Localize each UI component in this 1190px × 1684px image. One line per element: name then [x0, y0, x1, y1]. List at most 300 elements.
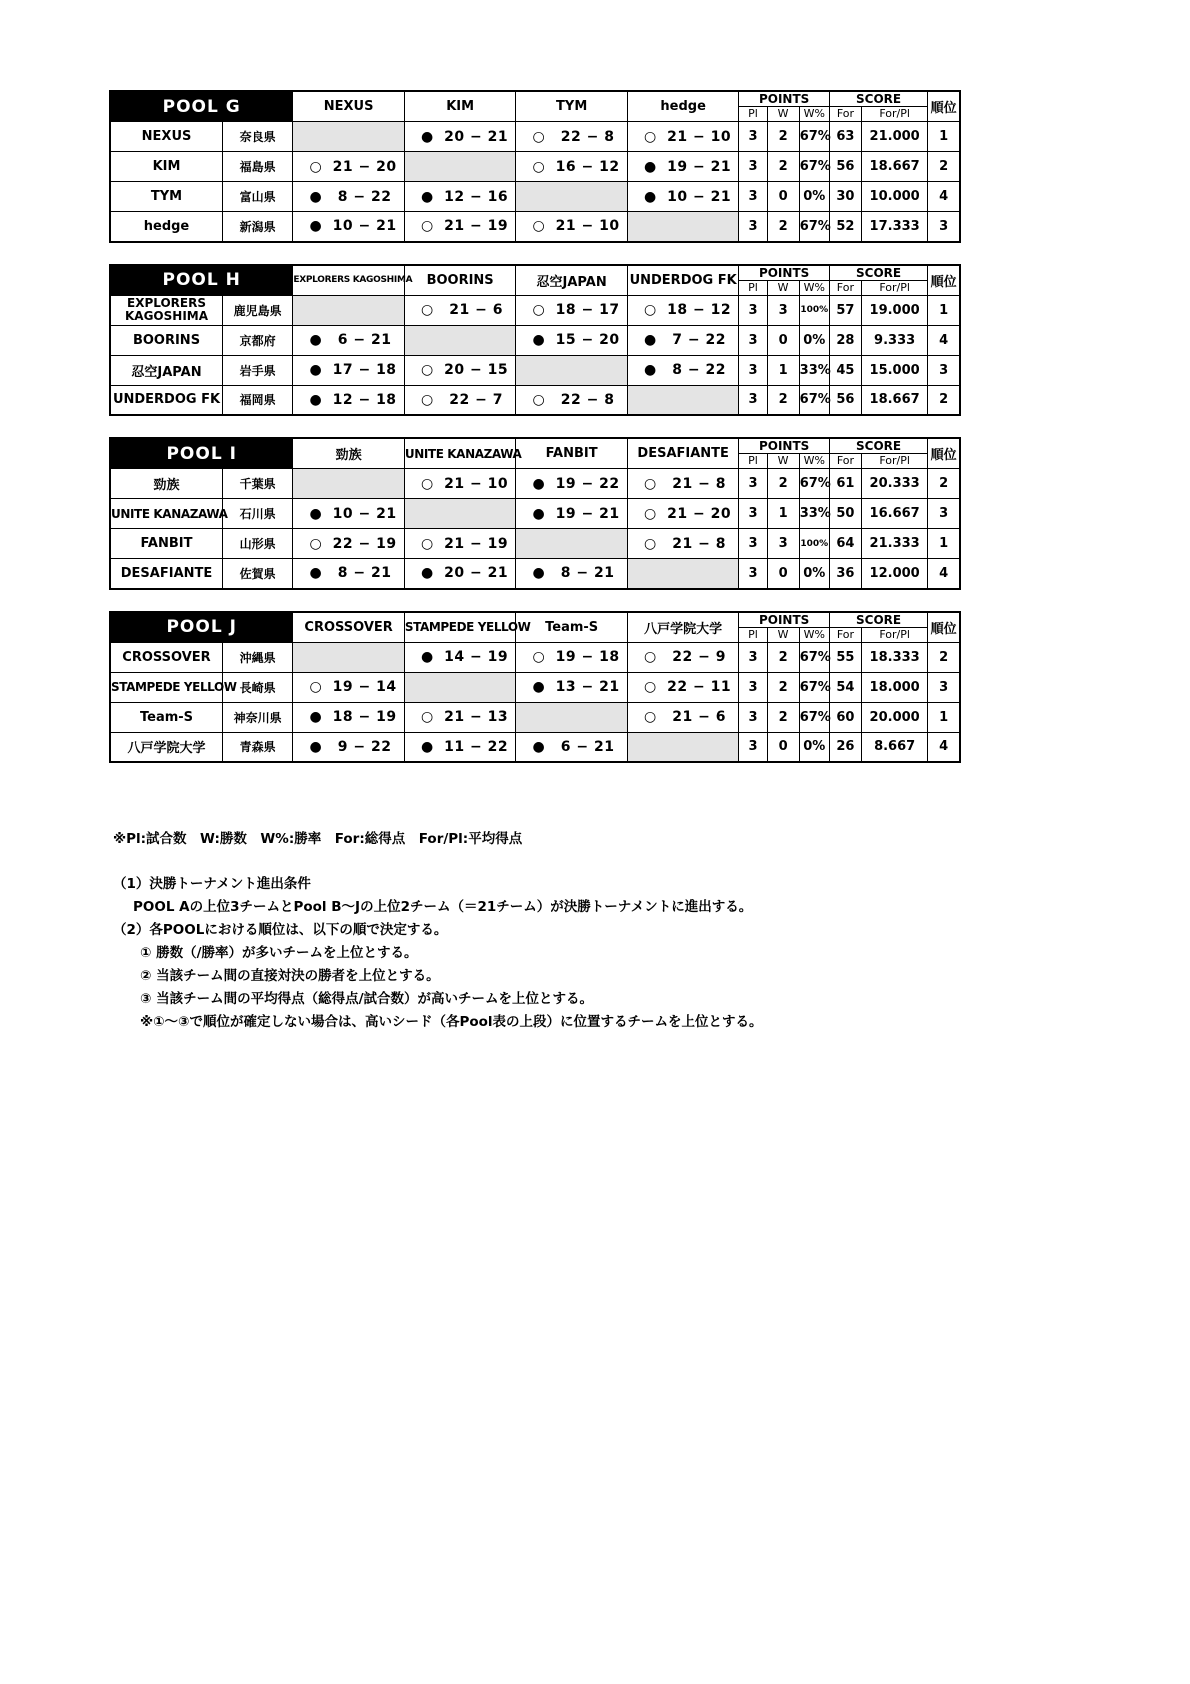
average-points: 16.667: [861, 499, 927, 529]
team-name: NEXUS: [110, 122, 223, 152]
team-name: BOORINS: [110, 325, 223, 355]
match-result: [516, 499, 628, 529]
prefecture: 長崎県: [223, 672, 293, 702]
games-played: 3: [739, 182, 767, 212]
match-score: 8 − 21: [337, 565, 392, 582]
match-result: [404, 529, 516, 559]
match-result: [627, 182, 739, 212]
average-points: 9.333: [861, 325, 927, 355]
points-for: 56: [829, 385, 861, 415]
points-for-header: For: [829, 107, 861, 122]
pool-table: [109, 437, 961, 590]
match-result: [293, 182, 405, 212]
loss-mark: ●: [532, 505, 545, 522]
rank: 3: [928, 212, 960, 242]
rank: 2: [928, 385, 960, 415]
opponent-column-header: Team-S: [516, 612, 628, 643]
points-for-header: For: [829, 280, 861, 295]
win-mark: ○: [644, 679, 657, 695]
self-match-cell: [404, 325, 516, 355]
team-row: [110, 469, 960, 499]
win-rate: 67%: [799, 212, 829, 242]
points-header: POINTS: [739, 612, 829, 628]
self-match-cell: [516, 182, 628, 212]
loss-mark: ●: [644, 158, 657, 175]
avg-points-header: For/Pl: [861, 627, 927, 642]
team-name: DESAFIANTE: [110, 559, 223, 589]
rank: 4: [928, 559, 960, 589]
points-for: 54: [829, 672, 861, 702]
rule-2-item: ② 当該チーム間の直接対決の勝者を上位とする。: [140, 968, 440, 984]
loss-mark: ●: [532, 475, 545, 492]
win-rate: 100%: [799, 529, 829, 559]
wins: 3: [767, 295, 799, 325]
match-result: [293, 385, 405, 415]
games-played: 3: [739, 295, 767, 325]
points-for: 64: [829, 529, 861, 559]
average-points: 10.000: [861, 182, 927, 212]
played-header: Pl: [739, 627, 767, 642]
loss-mark: ●: [644, 188, 657, 205]
self-match-cell: [516, 529, 628, 559]
win-rate: 33%: [799, 499, 829, 529]
match-score: 20 − 21: [444, 565, 509, 582]
match-result: [404, 559, 516, 589]
match-score: 21 − 10: [444, 475, 509, 492]
prefecture: 富山県: [223, 182, 293, 212]
played-header: Pl: [739, 107, 767, 122]
match-result: [293, 325, 405, 355]
match-result: [516, 559, 628, 589]
prefecture: 岩手県: [223, 355, 293, 385]
match-score: 8 − 22: [672, 362, 726, 378]
team-row: [110, 529, 960, 559]
rank: 3: [928, 355, 960, 385]
win-rate: 33%: [799, 355, 829, 385]
pool-title: POOL G: [110, 91, 293, 122]
win-rate-header: W%: [799, 107, 829, 122]
team-name: hedge: [110, 212, 223, 242]
team-row: [110, 702, 960, 732]
rank: 2: [928, 152, 960, 182]
loss-mark: ●: [309, 362, 322, 378]
match-result: [293, 355, 405, 385]
win-mark: ○: [532, 218, 545, 235]
team-name: UNDERDOG FK: [110, 385, 223, 415]
loss-mark: ●: [309, 738, 322, 755]
win-rate: 0%: [799, 559, 829, 589]
self-match-cell: [293, 642, 405, 672]
match-result: [516, 732, 628, 762]
points-header: POINTS: [739, 91, 829, 107]
win-mark: ○: [532, 391, 545, 408]
win-mark: ○: [532, 128, 545, 145]
match-score: 21 − 19: [444, 535, 509, 552]
games-played: 3: [739, 385, 767, 415]
match-score: 12 − 16: [444, 188, 509, 205]
match-result: [627, 702, 739, 732]
match-score: 6 − 21: [337, 332, 392, 348]
win-mark: ○: [421, 362, 434, 378]
rank-header: 順位: [928, 265, 960, 296]
match-score: 10 − 21: [332, 218, 397, 235]
match-score: 10 − 21: [667, 188, 732, 205]
match-result: [516, 672, 628, 702]
win-mark: ○: [309, 158, 322, 175]
self-match-cell: [516, 702, 628, 732]
games-played: 3: [739, 325, 767, 355]
avg-points-header: For/Pl: [861, 454, 927, 469]
match-score: 6 − 21: [560, 738, 615, 755]
match-score: 18 − 19: [332, 709, 397, 725]
loss-mark: ●: [309, 188, 322, 205]
wins: 2: [767, 672, 799, 702]
avg-points-header: For/Pl: [861, 280, 927, 295]
points-for: 60: [829, 702, 861, 732]
rank: 3: [928, 499, 960, 529]
loss-mark: ●: [644, 332, 657, 348]
rule-1-title: （1）決勝トーナメント進出条件: [113, 876, 311, 892]
pool-table: [109, 264, 961, 417]
self-match-cell: [627, 212, 739, 242]
loss-mark: ●: [644, 362, 657, 378]
match-result: [404, 122, 516, 152]
team-row: [110, 152, 960, 182]
loss-mark: ●: [421, 128, 434, 145]
games-played: 3: [739, 702, 767, 732]
match-score: 21 − 20: [332, 158, 397, 175]
prefecture: 佐賀県: [223, 559, 293, 589]
match-result: [627, 469, 739, 499]
self-match-cell: [404, 152, 516, 182]
match-result: [516, 152, 628, 182]
wins: 0: [767, 559, 799, 589]
match-score: 21 − 10: [555, 218, 620, 235]
self-match-cell: [404, 672, 516, 702]
match-score: 19 − 21: [667, 158, 732, 175]
wins: 2: [767, 122, 799, 152]
pool-title: POOL H: [110, 265, 293, 296]
match-score: 22 − 8: [560, 391, 615, 408]
team-row: [110, 732, 960, 762]
wins-header: W: [767, 107, 799, 122]
wins: 0: [767, 182, 799, 212]
prefecture: 鹿児島県: [223, 295, 293, 325]
prefecture: 神奈川県: [223, 702, 293, 732]
win-mark: ○: [421, 302, 434, 318]
self-match-cell: [293, 122, 405, 152]
win-mark: ○: [644, 505, 657, 522]
match-score: 10 − 21: [332, 505, 397, 522]
match-result: [293, 559, 405, 589]
team-row: [110, 385, 960, 415]
match-result: [293, 152, 405, 182]
match-score: 17 − 18: [332, 362, 397, 378]
win-mark: ○: [644, 535, 657, 552]
match-score: 21 − 13: [444, 709, 509, 725]
wins: 2: [767, 385, 799, 415]
team-name: 勁族: [110, 469, 223, 499]
team-row: [110, 672, 960, 702]
team-row: [110, 325, 960, 355]
average-points: 18.000: [861, 672, 927, 702]
win-mark: ○: [532, 302, 545, 318]
match-score: 22 − 9: [672, 649, 726, 665]
wins: 2: [767, 469, 799, 499]
rank: 1: [928, 529, 960, 559]
average-points: 21.000: [861, 122, 927, 152]
wins: 2: [767, 212, 799, 242]
prefecture: 石川県: [223, 499, 293, 529]
wins-header: W: [767, 627, 799, 642]
team-row: [110, 212, 960, 242]
games-played: 3: [739, 642, 767, 672]
match-result: [404, 642, 516, 672]
abbreviation-legend: ※Pl:試合数 W:勝数 W%:勝率 For:総得点 For/Pl:平均得点: [113, 831, 523, 847]
match-result: [627, 672, 739, 702]
rule-1-text: POOL Aの上位3チームとPool B～Jの上位2チーム（＝21チーム）が決勝トーナメントに進出する。: [133, 899, 753, 915]
team-row: [110, 295, 960, 325]
match-score: 16 − 12: [555, 158, 620, 175]
match-result: [404, 702, 516, 732]
rank: 4: [928, 325, 960, 355]
games-played: 3: [739, 499, 767, 529]
wins: 2: [767, 152, 799, 182]
opponent-column-header: EXPLORERS KAGOSHIMA: [293, 265, 405, 296]
opponent-column-header: TYM: [516, 91, 628, 122]
win-mark: ○: [644, 709, 657, 725]
match-result: [404, 732, 516, 762]
win-rate: 0%: [799, 732, 829, 762]
points-for: 36: [829, 559, 861, 589]
rank: 2: [928, 642, 960, 672]
loss-mark: ●: [309, 565, 322, 582]
match-result: [516, 469, 628, 499]
rank: 4: [928, 182, 960, 212]
rule-2-item: ※①～③で順位が確定しない場合は、高いシード（各Pool表の上段）に位置するチームを上位とする。: [140, 1014, 763, 1030]
rank: 1: [928, 295, 960, 325]
prefecture: 京都府: [223, 325, 293, 355]
win-rate: 67%: [799, 122, 829, 152]
rank-header: 順位: [928, 91, 960, 122]
team-row: [110, 355, 960, 385]
rank: 4: [928, 732, 960, 762]
self-match-cell: [293, 295, 405, 325]
loss-mark: ●: [421, 738, 434, 755]
wins: 2: [767, 702, 799, 732]
match-result: [516, 642, 628, 672]
loss-mark: ●: [532, 679, 545, 695]
match-score: 21 − 20: [667, 505, 732, 522]
prefecture: 山形県: [223, 529, 293, 559]
win-rate: 67%: [799, 152, 829, 182]
win-mark: ○: [309, 679, 322, 695]
match-score: 21 − 6: [449, 302, 503, 318]
points-for: 61: [829, 469, 861, 499]
average-points: 18.333: [861, 642, 927, 672]
match-result: [404, 469, 516, 499]
pool-tables: [109, 90, 961, 784]
loss-mark: ●: [532, 738, 545, 755]
points-for: 50: [829, 499, 861, 529]
team-name: CROSSOVER: [110, 642, 223, 672]
team-name: STAMPEDE YELLOW: [110, 672, 223, 702]
opponent-column-header: STAMPEDE YELLOW: [404, 612, 516, 643]
self-match-cell: [516, 355, 628, 385]
match-result: [516, 122, 628, 152]
win-rate: 67%: [799, 702, 829, 732]
points-for: 63: [829, 122, 861, 152]
team-row: [110, 182, 960, 212]
opponent-column-header: 八戸学院大学: [627, 612, 739, 643]
prefecture: 沖縄県: [223, 642, 293, 672]
average-points: 17.333: [861, 212, 927, 242]
average-points: 8.667: [861, 732, 927, 762]
match-score: 21 − 6: [672, 709, 726, 725]
points-for: 28: [829, 325, 861, 355]
notes-section: [113, 828, 763, 1034]
score-header: SCORE: [829, 91, 927, 107]
match-score: 14 − 19: [444, 649, 509, 665]
self-match-cell: [627, 385, 739, 415]
pool-title: POOL I: [110, 438, 293, 469]
average-points: 21.333: [861, 529, 927, 559]
opponent-column-header: UNITE KANAZAWA: [404, 438, 516, 469]
match-result: [516, 325, 628, 355]
opponent-column-header: BOORINS: [404, 265, 516, 296]
match-result: [404, 182, 516, 212]
games-played: 3: [739, 212, 767, 242]
loss-mark: ●: [532, 565, 545, 582]
pool-title: POOL J: [110, 612, 293, 643]
average-points: 12.000: [861, 559, 927, 589]
match-result: [516, 385, 628, 415]
loss-mark: ●: [309, 709, 322, 725]
wins-header: W: [767, 280, 799, 295]
self-match-cell: [293, 469, 405, 499]
rule-2-item: ③ 当該チーム間の平均得点（総得点/試合数）が高いチームを上位とする。: [140, 991, 594, 1007]
win-rate: 100%: [799, 295, 829, 325]
games-played: 3: [739, 122, 767, 152]
match-result: [627, 152, 739, 182]
loss-mark: ●: [421, 188, 434, 205]
played-header: Pl: [739, 454, 767, 469]
points-for: 57: [829, 295, 861, 325]
opponent-column-header: DESAFIANTE: [627, 438, 739, 469]
match-result: [293, 702, 405, 732]
points-for-header: For: [829, 627, 861, 642]
match-score: 12 − 18: [332, 391, 397, 408]
match-score: 8 − 21: [560, 565, 615, 582]
average-points: 18.667: [861, 152, 927, 182]
match-result: [516, 212, 628, 242]
wins: 3: [767, 529, 799, 559]
points-for: 52: [829, 212, 861, 242]
prefecture: 新潟県: [223, 212, 293, 242]
self-match-cell: [404, 499, 516, 529]
wins: 0: [767, 732, 799, 762]
match-result: [293, 212, 405, 242]
match-score: 19 − 21: [555, 505, 620, 522]
match-result: [627, 295, 739, 325]
match-result: [404, 355, 516, 385]
team-name: TYM: [110, 182, 223, 212]
opponent-column-header: CROSSOVER: [293, 612, 405, 643]
self-match-cell: [627, 559, 739, 589]
points-for: 55: [829, 642, 861, 672]
points-for-header: For: [829, 454, 861, 469]
match-score: 7 − 22: [672, 332, 726, 348]
win-mark: ○: [532, 158, 545, 175]
pool-table: [109, 90, 961, 243]
team-name: 忍空JAPAN: [110, 355, 223, 385]
match-result: [293, 499, 405, 529]
match-result: [627, 355, 739, 385]
rank-header: 順位: [928, 612, 960, 643]
match-result: [404, 212, 516, 242]
match-score: 21 − 8: [672, 535, 726, 552]
prefecture: 福島県: [223, 152, 293, 182]
team-name: EXPLORERS KAGOSHIMA: [110, 295, 223, 325]
match-score: 19 − 22: [555, 475, 620, 492]
points-header: POINTS: [739, 438, 829, 454]
win-mark: ○: [309, 535, 322, 552]
match-score: 22 − 7: [449, 391, 503, 408]
win-rate: 67%: [799, 672, 829, 702]
rank: 2: [928, 469, 960, 499]
win-mark: ○: [644, 128, 657, 145]
match-score: 18 − 12: [667, 302, 732, 318]
match-score: 9 − 22: [337, 738, 392, 755]
points-for: 26: [829, 732, 861, 762]
opponent-column-header: 忍空JAPAN: [516, 265, 628, 296]
win-rate-header: W%: [799, 280, 829, 295]
rank: 1: [928, 122, 960, 152]
team-name: 八戸学院大学: [110, 732, 223, 762]
self-match-cell: [627, 732, 739, 762]
loss-mark: ●: [309, 332, 322, 348]
match-result: [627, 122, 739, 152]
played-header: Pl: [739, 280, 767, 295]
prefecture: 青森県: [223, 732, 293, 762]
rule-2-item: ① 勝数（/勝率）が多いチームを上位とする。: [140, 945, 418, 961]
wins: 1: [767, 355, 799, 385]
match-score: 21 − 10: [667, 128, 732, 145]
match-result: [293, 672, 405, 702]
match-score: 22 − 19: [332, 535, 397, 552]
win-rate-header: W%: [799, 627, 829, 642]
win-mark: ○: [421, 391, 434, 408]
match-score: 19 − 18: [555, 649, 620, 665]
points-for: 45: [829, 355, 861, 385]
rank: 3: [928, 672, 960, 702]
match-score: 13 − 21: [555, 679, 620, 695]
win-rate: 67%: [799, 469, 829, 499]
rule-2-title: （2）各POOLにおける順位は、以下の順で決定する。: [113, 922, 448, 938]
win-rate: 67%: [799, 385, 829, 415]
opponent-column-header: KIM: [404, 91, 516, 122]
prefecture: 奈良県: [223, 122, 293, 152]
loss-mark: ●: [309, 505, 322, 522]
win-rate-header: W%: [799, 454, 829, 469]
win-mark: ○: [421, 218, 434, 235]
team-row: [110, 559, 960, 589]
win-rate: 0%: [799, 325, 829, 355]
match-score: 22 − 8: [560, 128, 615, 145]
match-result: [627, 529, 739, 559]
wins: 2: [767, 642, 799, 672]
average-points: 19.000: [861, 295, 927, 325]
